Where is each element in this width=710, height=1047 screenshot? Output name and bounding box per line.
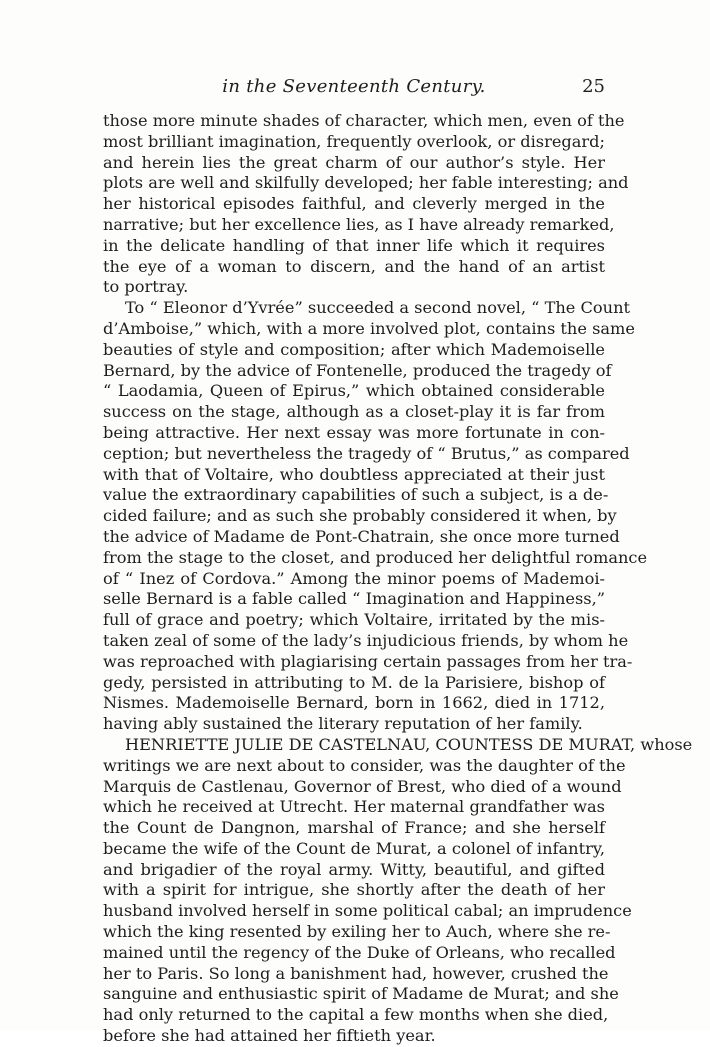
text-line: with a spirit for intrigue, she shortly after the death of her [103,880,605,900]
paragraph-end-line: before she had attained her fiftieth year. [103,1026,436,1046]
text-line: her historical episodes faithful, and cleverly merged in the [103,194,605,214]
text-line: beauties of style and composition; after which Mademoiselle [103,339,605,359]
paragraph-start-line: HENRIETTE JULIE DE CASTELNAU, COUNTESS DE MURAT, whose [125,734,693,754]
text-line: being attractive. Her next essay was more fortunate in con- [103,422,605,442]
text-line: from the stage to the closet, and produced her delightful romance [103,547,648,567]
text-line: those more minute shades of character, which men, even of the [103,111,625,130]
page-number: 25 [582,76,605,97]
text-line: ception; but nevertheless the tragedy of “ Brutus,” as compared [103,443,630,463]
text-line: her to Paris. So long a banishment had, however, crushed the [103,963,609,983]
text-line: Marquis de Castlenau, Governor of Brest, who died of a wound [103,776,622,796]
paragraph-start-line: To “ Eleonor d’Yvrée” succeeded a second novel, “ The Count [125,298,631,318]
text-line: full of grace and poetry; which Voltaire, irritated by the mis- [103,610,605,630]
text-line: had only returned to the capital a few months when she died, [103,1005,609,1025]
paragraph-end-line: having ably sustained the literary reputation of her family. [103,714,583,734]
body-text [103,111,693,1047]
text-line: the eye of a woman to discern, and the hand of an artist [103,256,605,276]
text-line: of “ Inez of Cordova.” Among the minor poems of Mademoi- [103,568,605,588]
text-line: with that of Voltaire, who doubtless appreciated at their just [103,464,605,484]
text-line: narrative; but her excellence lies, as I have already remarked, [103,214,615,234]
text-line: the Count de Dangnon, marshal of France; and she herself [103,818,605,838]
text-line: the advice of Madame de Pont-Chatrain, she once more turned [103,526,620,546]
running-head [103,76,605,102]
text-line: selle Bernard is a fable called “ Imagination and Happiness,” [103,589,605,609]
text-line: and herein lies the great charm of our author’s style. Her [103,152,605,172]
text-line: most brilliant imagination, frequently overlook, or disregard; [103,131,605,151]
text-line: taken zeal of some of the lady’s injudicious friends, by whom he [103,630,629,650]
text-line: gedy, persisted in attributing to M. de la Parisiere, bishop of [103,672,605,692]
text-line: d’Amboise,” which, with a more involved plot, contains the same [103,318,635,338]
text-line: “ Laodamia, Queen of Epirus,” which obtained considerable [103,381,605,401]
paragraph-end-line: to portray. [103,277,189,297]
text-line: which he received at Utrecht. Her maternal grandfather was [103,797,605,817]
text-line: which the king resented by exiling her to Auch, where she re- [103,922,611,942]
text-line: writings we are next about to consider, was the daughter of the [103,755,626,775]
text-line: plots are well and skilfully developed; her fable interesting; and [103,173,629,193]
text-line: was reproached with plagiarising certain passages from her tra- [103,651,633,671]
text-line: cided failure; and as such she probably considered it when, by [103,506,617,526]
text-line: success on the stage, although as a closet-play it is far from [103,402,605,422]
text-line: mained until the regency of the Duke of Orleans, who recalled [103,942,616,962]
text-line: and brigadier of the royal army. Witty, beautiful, and gifted [103,859,605,879]
text-line: Bernard, by the advice of Fontenelle, produced the tragedy of [103,360,612,380]
text-line: husband involved herself in some political cabal; an imprudence [103,901,632,921]
text-line: in the delicate handling of that inner life which it requires [103,235,605,255]
text-line: sanguine and enthusiastic spirit of Madame de Murat; and she [103,984,619,1004]
text-line: Nismes. Mademoiselle Bernard, born in 1662, died in 1712, [103,693,605,713]
text-line: became the wife of the Count de Murat, a colonel of infantry, [103,838,605,858]
text-line: value the extraordinary capabilities of such a subject, is a de- [103,485,609,505]
running-title: in the Seventeenth Century. [222,76,486,97]
